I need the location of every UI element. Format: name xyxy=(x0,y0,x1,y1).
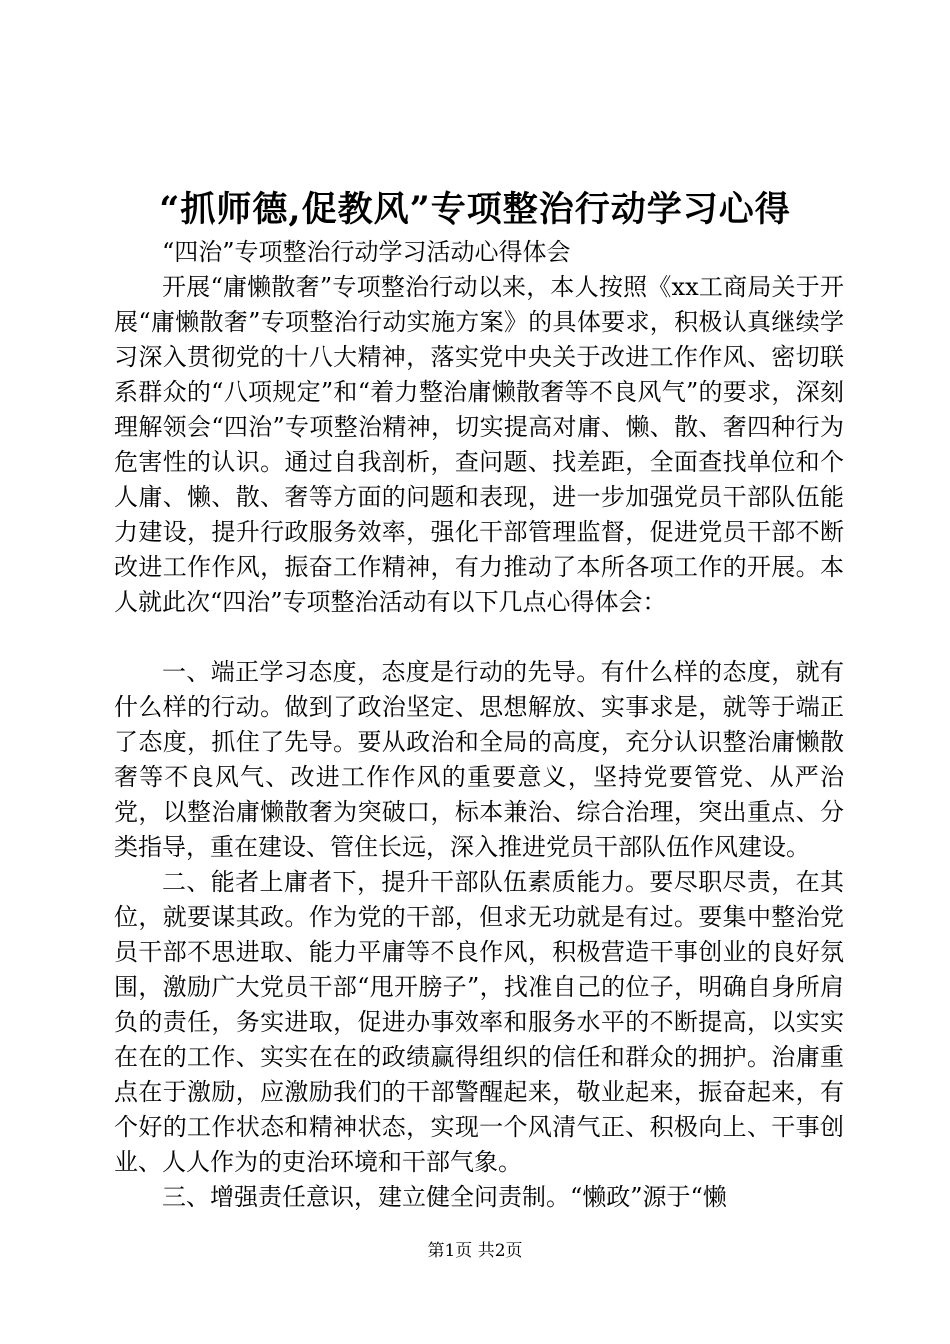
paragraph-gap xyxy=(114,620,844,655)
page-number-footer: 第1页 共2页 xyxy=(427,1241,523,1261)
document-title: “抓师德,促教风”专项整治行动学习心得 xyxy=(159,189,791,230)
document-subtitle: “四治”专项整治行动学习活动心得体会 xyxy=(162,238,571,266)
point-two-paragraph: 二、能者上庸者下，提升干部队伍素质能力。要尽职尽责，在其位，就要谋其政。作为党的干部，但求无功就是有过。要集中整治党员干部不思进取、能力平庸等不良作风，积极营造干事创业的良好氛围，激励广大党员干部“甩开膀子”，找准自己的位子，明确自身所肩负的责任，务实进取，促进办事效率和服务水平的不断提高，以实实在在的工作、实实在在的政绩赢得组织的信任和群众的拥护。治庸重点在于激励，应激励我们的干部警醒起来，敬业起来，振奋起来，有个好的工作状态和精神状态，实现一个风清气正、积极向上、干事创业、人人作为的吏治环境和干部气象。 xyxy=(114,868,844,1176)
document-body xyxy=(114,235,844,1215)
point-one-paragraph: 一、端正学习态度，态度是行动的先导。有什么样的态度，就有什么样的行动。做到了政治坚定、思想解放、实事求是，就等于端正了态度，抓住了先导。要从政治和全局的高度，充分认识整治庸懒散奢等不良风气、改进工作作风的重要意义，坚持党要管党、从严治党，以整治庸懒散奢为突破口，标本兼治、综合治理，突出重点、分类指导，重在建设、管住长远，深入推进党员干部队伍作风建设。 xyxy=(114,658,844,861)
intro-paragraph: 开展“庸懒散奢”专项整治行动以来，本人按照《xx工商局关于开展“庸懒散奢”专项整治行动实施方案》的具体要求，积极认真继续学习深入贯彻党的十八大精神，落实党中央关于改进工作作风、密切联系群众的“八项规定”和“着力整治庸懒散奢等不良风气”的要求，深刻理解领会“四治”专项整治精神，切实提高对庸、懒、散、奢四种行为危害性的认识。通过自我剖析，查问题、找差距，全面查找单位和个人庸、懒、散、奢等方面的问题和表现，进一步加强党员干部队伍能力建设，提升行政服务效率，强化干部管理监督，促进党员干部不断改进工作作风，振奋工作精神，有力推动了本所各项工作的开展。本人就此次“四治”专项整治活动有以下几点心得体会： xyxy=(114,273,844,616)
point-three-paragraph: 三、增强责任意识，建立健全问责制。“懒政”源于“懒 xyxy=(162,1183,727,1211)
